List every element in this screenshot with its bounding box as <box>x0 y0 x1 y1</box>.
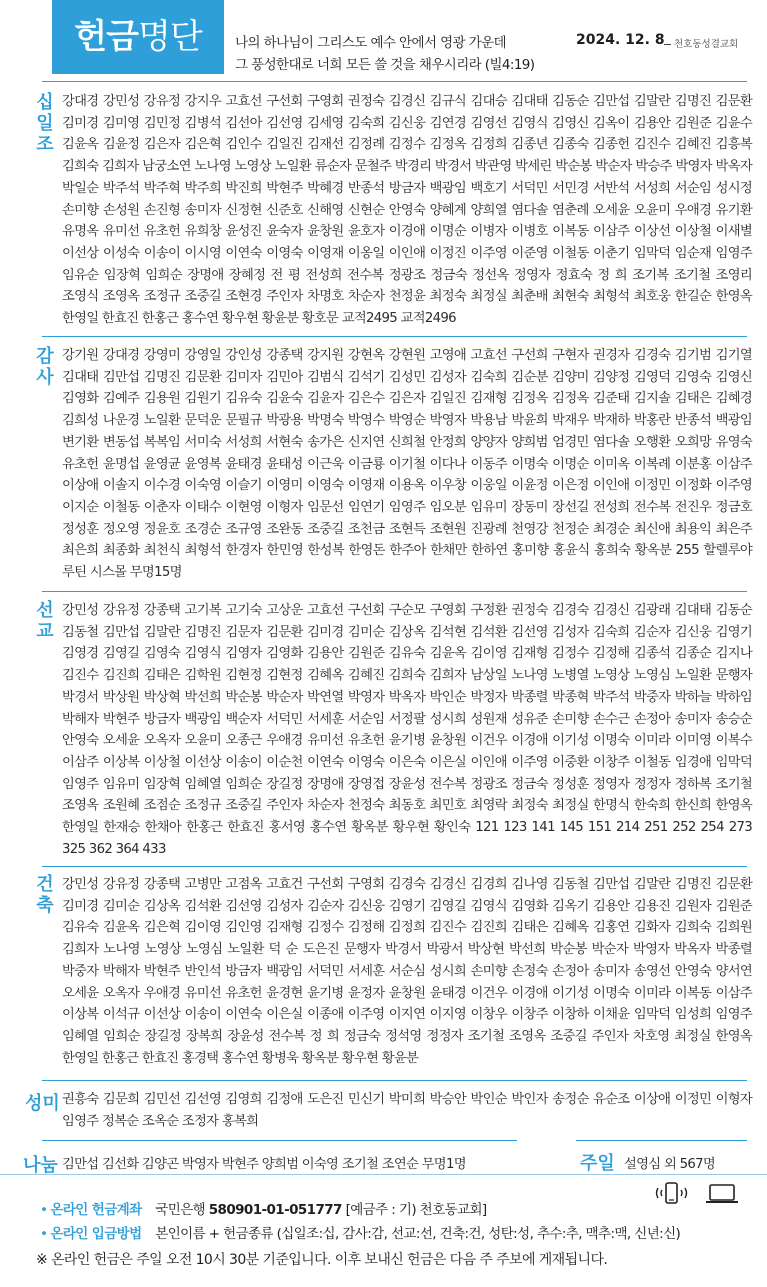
bullet: • <box>40 1226 48 1242</box>
phone-icon <box>655 1180 745 1206</box>
section-label-seongmi: 성미 <box>25 1093 60 1114</box>
divider <box>42 591 747 592</box>
section-names-seongyo: 강민성 강유정 강종택 고기복 고기숙 고상운 고효선 구선회 구순모 구영회 구정환 권정숙 김경숙 김경신 김광래 김대태 김동순 김동철 김만섭 김말란 김명진 김문자 김문환 김미경 김미순 김상옥 김석현 김석환 김선영 김성자 김숙희 김순자 김신웅 김영기 김영경 김영길 김영숙 김영식 김영자 김영화 김용안 김원준 김유숙 김윤옥 김이영 김재형 김정수 김정해 김종석 김종순 김지나 김진수 김진희 김태은 김학원 김현정 김현정 김혜옥 김혜진 김희숙 김희자 남상일 노나영 노병열 노영상 노영심 노일환 문행자 박경서 박상원 박상혁 박선희 박순봉 박순자 박연열 박영자 박옥자 박인순 박정자 박종렬 박종혁 박주석 박중자 박하늘 박하임 박해자 박현주 방금자 백광임 백순자 서덕민 서세훈 서순임 서정팔 성시희 성원재 성유준 손미향 손수근 손정아 송미자 송승순 안영숙 오세윤 오옥자 오윤미 오종근 우애경 유미선 유초헌 윤기병 윤창원 이건우 이경애 이기성 이명숙 이미라 이미영 이복수 이삼주 이상복 이상철 이선상 이송이 이순천 이연숙 이영숙 이은숙 이은실 이인애 이주영 이중환 이창주 이철동 임경애 임막덕 임영주 임유미 임장혁 임혜열 임희순 장길정 장명애 장영접 장윤성 전수복 정광조 정금숙 정성훈 정영자 정정자 정하복 조기철 조영옥 조원혜 조점순 조정규 조중길 주인자 차순자 천정숙 최동호 최민호 최영락 최정숙 최정실 한명식 한숙희 한신희 한영옥 한영일 한재승 한채아 한홍근 한효진 홍서영 홍수연 황옥분 황우현 황인숙 121 123 141 145 151 214 251 252 254 273 325 362 364 433 <box>62 603 752 857</box>
section-label-geonchuk: 건축 <box>36 874 54 916</box>
divider <box>42 866 747 867</box>
account-label: 온라인 헌금계좌 <box>50 1202 142 1218</box>
method-text: 본인이름 + 헌금종류 (십일조:십, 감사:감, 선교:선, 건축:건, 성탄:성, 추수:추, 맥추:맥, 신년:신) <box>155 1226 681 1242</box>
divider <box>42 336 747 337</box>
section-names-gamsa: 강기원 강대경 강영미 강영일 강인성 강종택 강지원 강현옥 강현원 고영애 고효선 구선희 구현자 권경자 김경숙 김기범 김기열 김대태 김만섭 김명진 김문환 김미자 김민아 김범식 김석기 김성민 김성자 김숙희 김순분 김양미 김양정 김영덕 김영숙 김영신 김영화 김예주 김용원 김원기 김유숙 김윤숙 김윤자 김은수 김은자 김일진 김재형 김정옥 김정옥 김준태 김지솔 김태은 김혜경 김희성 나운경 노일환 문덕운 문필규 박광용 박명숙 박영수 박영순 박영자 박용남 박윤희 박재우 박재하 박홍란 반종석 백광임 변기환 변동섭 복복임 서미숙 서성희 서현숙 송가은 신지연 신희철 안정희 양양자 양희범 엄경민 염다솔 오행환 오희망 유영숙 유초헌 윤명섭 윤영균 윤영복 윤태경 윤태성 이근욱 이금룡 이기철 이다나 이동주 이명숙 이명순 이미옥 이복례 이분홍 이삼주 이상애 이솔지 이수경 이숙영 이슬기 이영미 이영숙 이영재 이용옥 이우창 이웅일 이윤정 이은정 이인애 이정민 이정화 이주영 이지순 이철동 이춘자 이태수 이현영 이형자 임문선 임연기 임영주 임오분 임유미 장동미 장선길 전성희 전수복 전진우 정금호 정성훈 정오영 정윤호 조경순 조규영 조완동 조중길 조천금 조현득 조현원 진광례 천영강 천정순 최경순 최신애 최용익 최은주 최은희 최종화 최천식 최형석 한경자 한민영 한성복 한영돈 한주아 한채만 한하연 홍미향 홍윤식 홍희숙 황옥분 255 할렐루야 루틴 시스몰 무명15명 <box>62 348 752 581</box>
bible-verse <box>235 32 565 76</box>
device-icons <box>655 1180 745 1206</box>
section-label-seongyo: 선교 <box>36 600 54 642</box>
section-label-gamsa: 감사 <box>36 346 54 388</box>
account-bank: 국민은행 <box>155 1202 206 1218</box>
divider <box>42 81 747 82</box>
section-label-juil: 주일 <box>580 1153 615 1174</box>
church-name: 천호동성결교회 <box>664 36 738 50</box>
account-number: 580901-01-051777 <box>208 1202 342 1218</box>
header <box>0 0 767 80</box>
section-label-nanum: 나눔 <box>23 1155 58 1176</box>
divider <box>42 1080 747 1081</box>
method-label: 온라인 입금방법 <box>50 1226 142 1242</box>
account-holder: [예금주 : 기) 천호동교회] <box>345 1202 487 1218</box>
title-bold: 헌금 <box>74 17 138 57</box>
section-names-sipil: 강대경 강민성 강유정 강지우 고효선 구선회 구영회 권정숙 김경신 김규식 김대승 김대태 김동순 김만섭 김말란 김명진 김문환 김미경 김미영 김민정 김병석 김선아 김선영 김세영 김숙희 김신웅 김연경 김영선 김영식 김영신 김옥이 김용안 김원준 김윤수 김윤옥 김윤정 김은자 김은혁 김인수 김일진 김재선 김정례 김정수 김정옥 김정희 김종년 김종숙 김종헌 김진수 김혜진 김흥복 김희숙 김희자 남궁소연 노나영 노영상 노일환 류순자 문철주 박경리 박경서 박관영 박세린 박순봉 박순자 박승주 박영자 박옥자 박일순 박주석 박주혁 박주희 박진희 박현주 박혜경 반종석 방금자 백광임 백호기 서덕민 서민경 서반석 서성희 서순임 성시정 손미향 손성원 손진형 송미자 신정현 신준호 신해영 신현순 안영숙 양혜계 양희열 염다솔 염춘례 오세윤 오윤미 우애경 유기환 유명옥 유미선 유초헌 유희창 윤성진 윤숙자 윤창원 윤호자 이경애 이명순 이병자 이병호 이복동 이삼주 이상선 이상철 이새별 이선상 이성숙 이송이 이시영 이연숙 이영숙 이영재 이옹일 이인애 이정진 이주영 이준영 이철동 이춘기 임막덕 임순재 임영주 임유순 임장혁 임희순 장명애 장혜정 전 평 전성희 전수복 정광조 정금숙 정선옥 정영자 정효숙 정 희 조기복 조기철 조영리 조영식 조영옥 조정규 조중길 조현경 주인자 차명호 차순자 천정윤 최정숙 최정실 최춘배 최현숙 최형석 최호웅 한길순 한영옥 한영일 한효진 한홍근 홍수연 황우현 황윤분 황호문 교적2495 교적2496 <box>62 94 752 327</box>
section-names-juil: 설영심 외 567명 <box>624 1157 716 1172</box>
section-names-seongmi: 권흥숙 김문희 김민선 김선영 김영희 김정애 도은진 민신기 박미희 박승안 박인순 박인자 송정순 유순조 이상애 이정민 이형자 임영주 정복순 조옥순 조정자 홍복희 <box>62 1092 752 1129</box>
footer-note: ※ 온라인 헌금은 주일 오전 10시 30분 기준입니다. 이후 보내신 헌금은 다음 주 주보에 게재됩니다. <box>36 1252 608 1268</box>
section-names-geonchuk: 강민성 강유정 강종택 고병만 고점옥 고효건 구선회 구영회 김경숙 김경신 김경희 김나영 김동철 김만섭 김말란 김명진 김문환 김미경 김미순 김상옥 김석환 김선영 김성자 김순자 김신웅 김영기 김영길 김영식 김영화 김옥기 김용안 김용진 김원자 김원준 김유숙 김윤옥 김은혁 김이영 김인영 김재형 김정수 김정해 김정희 김진수 김진희 김태은 김혜옥 김홍연 김화자 김희숙 김희원 김희자 노나영 노영상 노영심 노일환 덕 순 도은진 문행자 박경서 박광서 박상현 박선희 박순봉 박순자 박영자 박옥자 박종렬 박중자 박해자 박현주 반인석 방금자 백광임 서덕민 서세훈 서순심 성시희 손미향 손정숙 손정아 송미자 송영선 안영숙 양서연 오세윤 오옥자 우애경 유미선 유초헌 윤경현 윤기병 윤정자 윤창원 윤태경 이건우 이경애 이기성 이명숙 이미라 이복동 이삼주 이상복 이석규 이선상 이송이 이연숙 이은실 이종애 이주영 이지연 이지영 이창우 이창주 이창하 이채윤 임막덕 임성희 임영주 임혜열 임희순 장길정 장복희 장윤성 전수복 정 희 정금숙 정석영 정정자 조기철 조영옥 조중길 주인자 차호영 최정실 한영옥 한영일 한홍근 한효진 홍경택 홍수연 황병욱 황옥분 황우현 황윤분 <box>62 877 752 1066</box>
divider <box>42 1140 517 1141</box>
footer-method-row <box>40 1222 680 1242</box>
bullet: • <box>40 1202 48 1218</box>
footer-account-row <box>40 1198 487 1218</box>
section-label-sipil: 십일조 <box>36 92 54 155</box>
title-thin: 명단 <box>138 17 202 57</box>
bulletin-date: 2024. 12. 8 <box>576 32 665 48</box>
divider <box>576 1140 747 1141</box>
page-title <box>52 0 224 74</box>
verse-line-2: 그 풍성한대로 너희 모든 쓸 것을 채우시리라 (빌4:19) <box>235 57 535 73</box>
divider <box>0 1174 767 1175</box>
verse-line-1: 나의 하나님이 그리스도 예수 안에서 영광 가운데 <box>235 35 506 51</box>
section-names-nanum: 김만섭 김선화 김양곤 박영자 박현주 양희범 이숙영 조기철 조연순 무명1명 <box>62 1157 466 1172</box>
